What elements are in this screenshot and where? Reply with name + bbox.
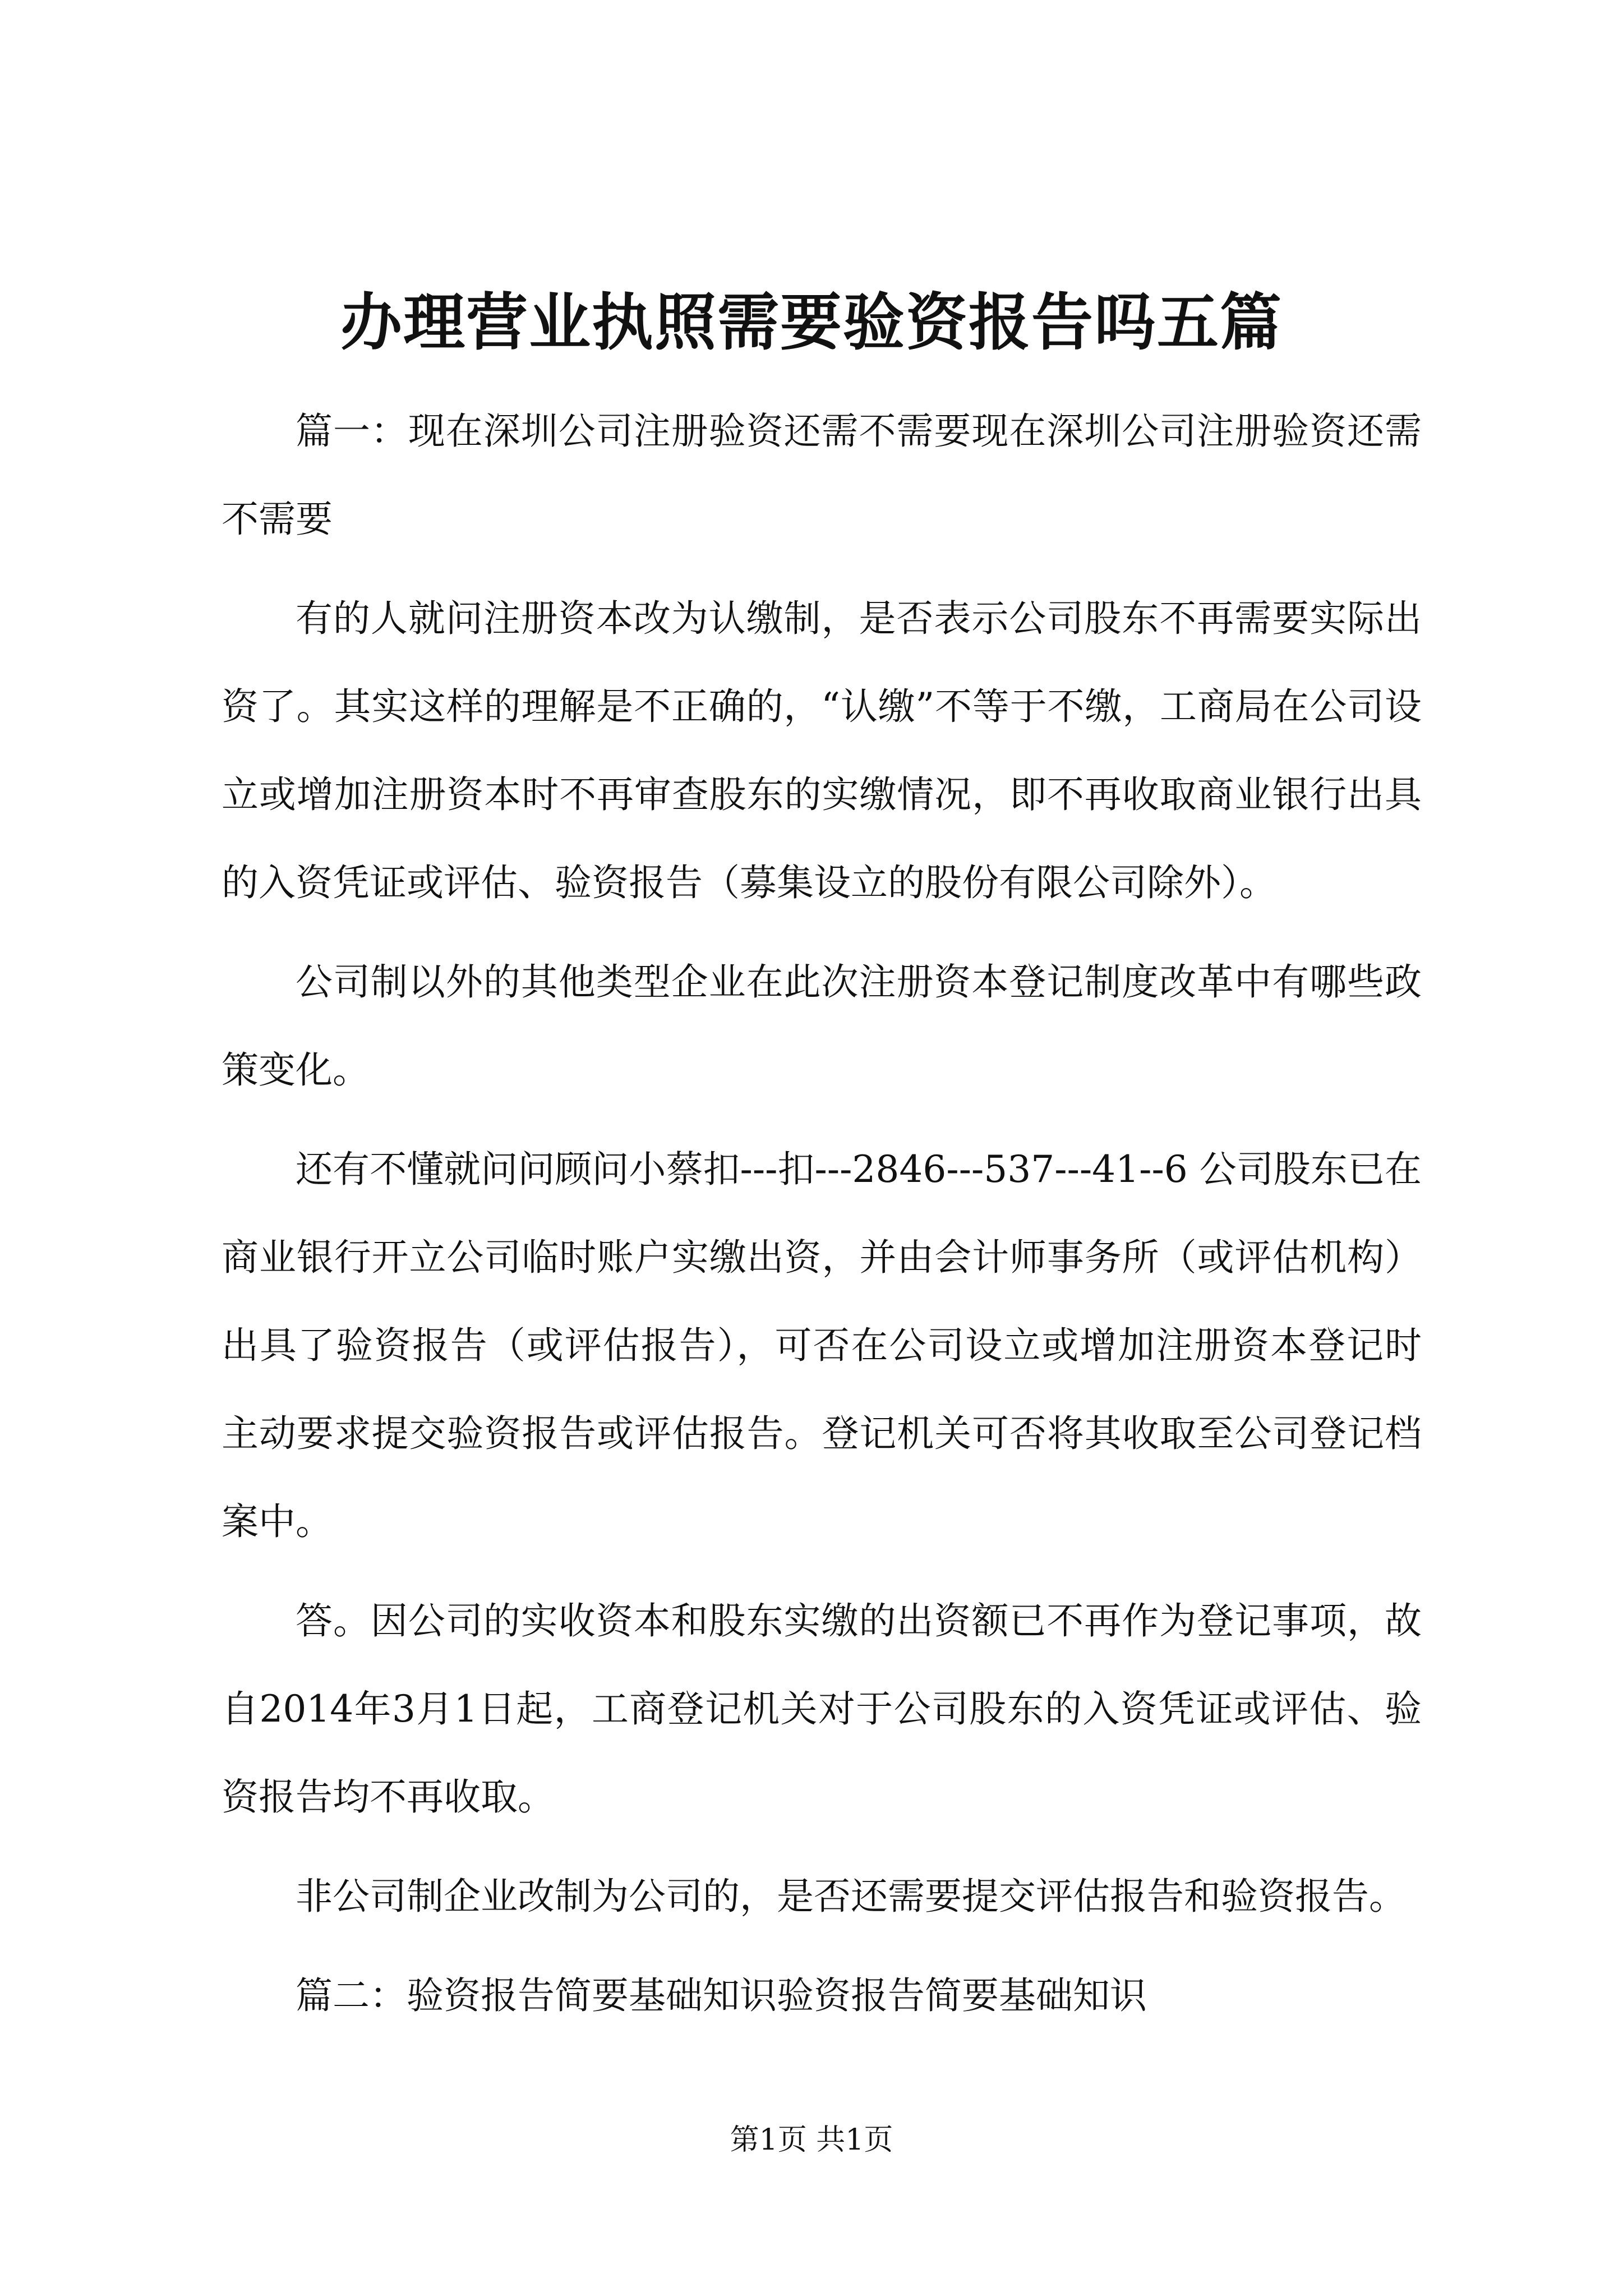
paragraph-section-two-heading: 篇二：验资报告简要基础知识验资报告简要基础知识: [296, 1974, 1147, 2017]
paragraph-subscription-system: 有的人就问注册资本改为认缴制，是否表示公司股东不再需要实际出资了。其实这样的理解是不正确的，“认缴”不等于不缴，工商局在公司设立或增加注册资本时不再审查股东的实缴情况，即不再收取商业银行出具的入资凭证或评估、验资报告（募集设立的股份有限公司除外）。: [222, 597, 1422, 904]
document-body: [222, 387, 1422, 2040]
document-title: 办理营业执照需要验资报告吗五篇: [340, 286, 1283, 358]
page-footer: 第1页 共1页: [730, 2123, 893, 2157]
paragraph-answer: 答。因公司的实收资本和股东实缴的出资额已不再作为登记事项，故自2014年3月1日起，工商登记机关对于公司股东的入资凭证或评估、验资报告均不再收取。: [222, 1599, 1422, 1819]
paragraph-consultant-question: 还有不懂就问问顾问小蔡扣---扣---2846---537---41--6 公司股东已在商业银行开立公司临时账户实缴出资，并由会计师事务所（或评估机构）出具了验资报告（或评估报告），可否在公司设立或增加注册资本登记时主动要求提交验资报告或评估报告。登记机关可否将其收取至公司登记档案中。: [222, 1148, 1422, 1543]
paragraph-other-enterprise-types: 公司制以外的其他类型企业在此次注册资本登记制度改革中有哪些政策变化。: [222, 960, 1422, 1092]
paragraph-section-one-heading: 篇一：现在深圳公司注册验资还需不需要现在深圳公司注册验资还需不需要: [222, 409, 1422, 541]
paragraph-restructuring-question: 非公司制企业改制为公司的，是否还需要提交评估报告和验资报告。: [296, 1875, 1406, 1918]
